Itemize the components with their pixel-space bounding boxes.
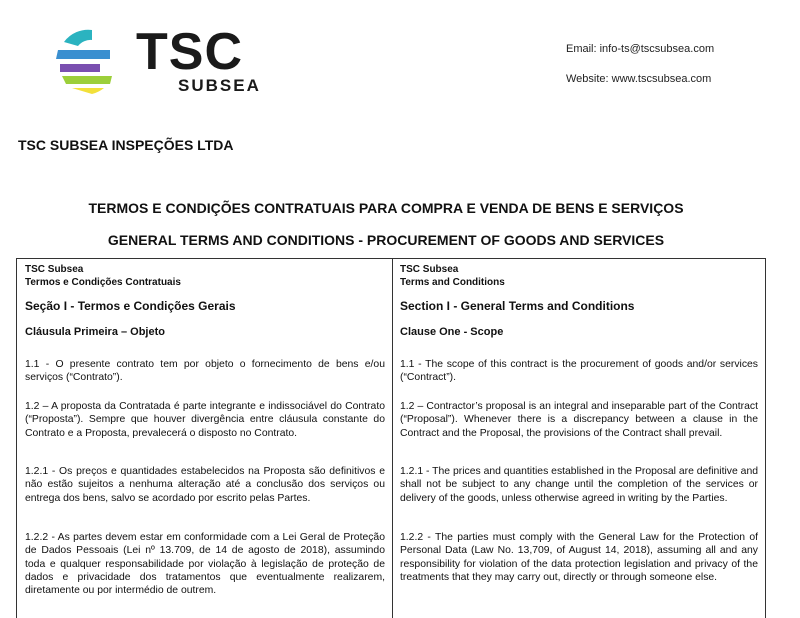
document-title-pt: TERMOS E CONDIÇÕES CONTRATUAIS PARA COMPRA E VENDA DE BENS E SERVIÇOS — [88, 200, 684, 216]
column-portuguese — [25, 263, 385, 597]
column-header-company: TSC Subsea — [400, 264, 459, 275]
paragraph-1-2-1: 1.2.1 - Os preços e quantidades estabelecidos na Proposta são definitivos e não estão sujeitos a nenhuma alteração até a conclusão dos serviços ou entrega dos bens, salvo se acordado por escrito pelas Partes. — [25, 466, 385, 504]
column-english — [400, 263, 758, 583]
document-header — [0, 0, 800, 120]
company-name: TSC SUBSEA INSPEÇÕES LTDA — [18, 137, 234, 153]
contact-email: Email: info-ts@tscsubsea.com — [566, 43, 715, 55]
tsc-logo-mark-icon — [52, 26, 132, 98]
paragraph-1-2-2: 1.2.2 - As partes devem estar em conformidade com a Lei Geral de Proteção de Dados Pessoais (Lei nº 13.709, de 14 de agosto de 2018), assumindo toda e qualquer responsabilidade por violação à legislação de proteção de dados e privacidade dos tratamentos que eventualmente realizarem, diretamente ou por intermédio de outrem. — [25, 532, 385, 597]
column-header-subtitle: Terms and Conditions — [400, 277, 505, 288]
column-header-company: TSC Subsea — [25, 264, 84, 275]
paragraph-1-1: 1.1 - O presente contrato tem por objeto o fornecimento de bens e/ou serviços (“Contrato”). — [25, 359, 385, 384]
clause-title: Clause One - Scope — [400, 326, 504, 338]
document-title-en: GENERAL TERMS AND CONDITIONS - PROCUREMENT OF GOODS AND SERVICES — [107, 232, 665, 248]
logo-wordmark: TSC — [136, 23, 243, 81]
contact-website: Website: www.tscsubsea.com — [566, 73, 712, 85]
paragraph-1-2-2: 1.2.2 - The parties must comply with the General Law for the Protection of Personal Data (Law No. 13,709, of August 14, 2018), assuming all and any responsibility for violation of the data protection legislation and privacy of the treatments that they may carry out, directly or through someone else. — [400, 532, 758, 583]
clause-title: Cláusula Primeira – Objeto — [25, 326, 165, 338]
section-title: Section I - General Terms and Conditions — [400, 299, 635, 313]
column-divider — [392, 259, 393, 618]
paragraph-1-2: 1.2 – A proposta da Contratada é parte integrante e indissociável do Contrato (“Proposta”). Sempre que houver divergência entre cláusula constante do Contrato e a Proposta, prevalecerá o disposto no Contrato. — [25, 401, 385, 439]
section-title: Seção I - Termos e Condições Gerais — [25, 299, 236, 313]
tsc-logo — [52, 23, 272, 98]
paragraph-1-2-1: 1.2.1 - The prices and quantities established in the Proposal are definitive and shall not be subject to any change until the completion of the services or delivery of the goods, unless otherwise agreed in writing by the Parties. — [400, 466, 758, 504]
paragraph-1-2: 1.2 – Contractor’s proposal is an integral and inseparable part of the Contract (“Proposal”). Whenever there is a discrepancy between a clause in the Contract and the Proposal, the provisions of the Contract shall prevail. — [400, 401, 758, 439]
logo-subtitle: SUBSEA — [178, 76, 261, 95]
paragraph-1-1: 1.1 - The scope of this contract is the procurement of goods and/or services (“Contract”). — [400, 359, 758, 384]
terms-table — [16, 258, 766, 618]
column-header-subtitle: Termos e Condições Contratuais — [25, 277, 181, 288]
